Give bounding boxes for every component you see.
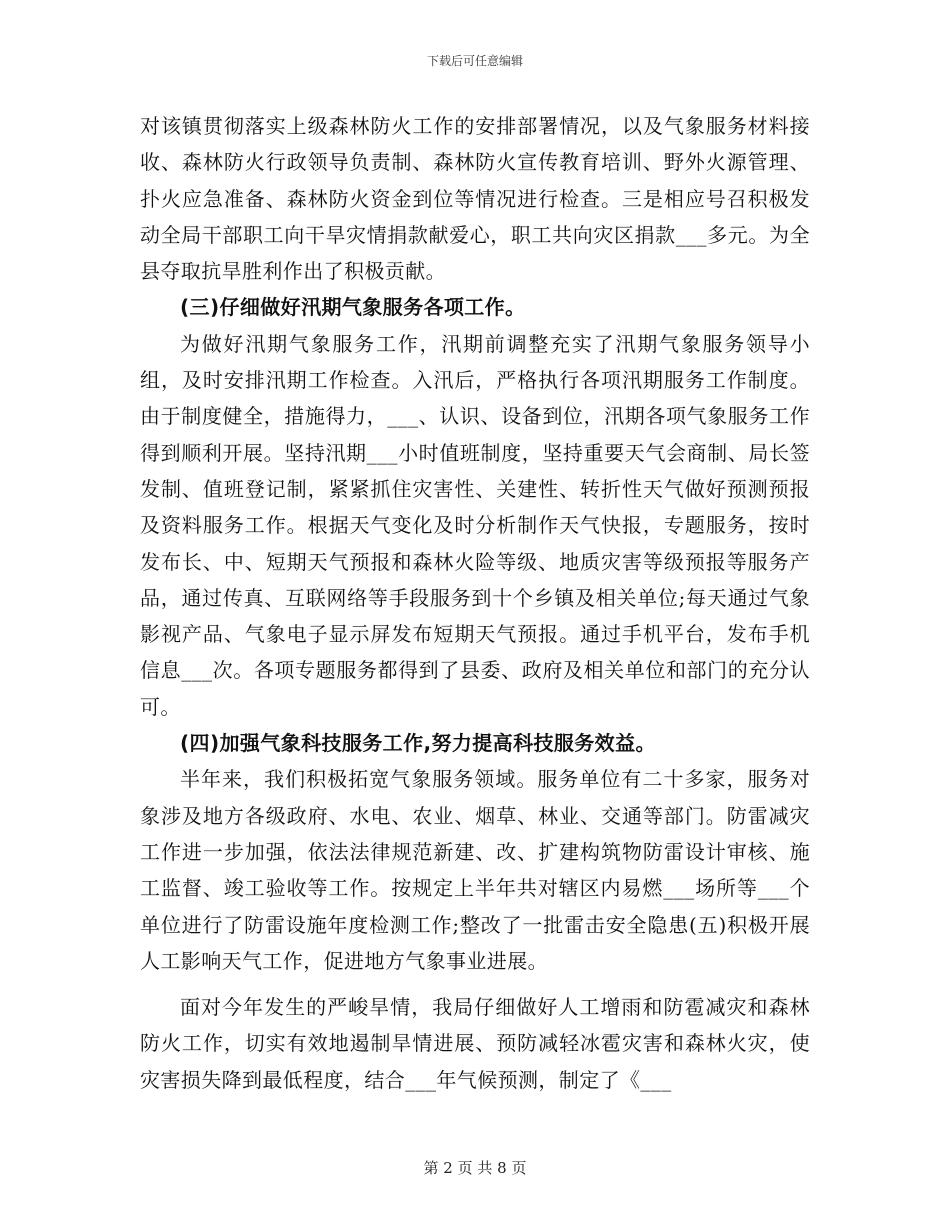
paragraph-4: 面对今年发生的严峻旱情，我局仔细做好人工增雨和防雹减灾和森林防火工作，切实有效地遏制旱情进展、预防减轻冰雹灾害和森林火灾，使灾害损失降到最低程度，结合___年气候预测，制定了《___ [140,995,810,1092]
section-heading-3: (三)仔细做好汛期气象服务各项工作。 [180,295,526,320]
paragraph-2: 为做好汛期气象服务工作，汛期前调整充实了汛期气象服务领导小组，及时安排汛期工作检查。入汛后，严格执行各项汛期服务工作制度。由于制度健全，措施得力，___、认识、设备到位，汛期各项气象服务工作得到顺利开展。坚持汛期___小时值班制度，坚持重要天气会商制、局长签发制、值班登记制，紧紧抓住灾害性、关建性、转折性天气做好预测预报及资料服务工作。根据天气变化及时分析制作天气快报，专题服务，按时发布长、中、短期天气预报和森林火险等级、地质灾害等级预报等服务产品，通过传真、互联网络等手段服务到十个乡镇及相关单位;每天通过气象影视产品、气象电子显示屏发布短期天气预报。通过手机平台，发布手机信息___次。各项专题服务都得到了县委、政府及相关单位和部门的充分认可。 [140,331,810,719]
paragraph-3: 半年来，我们积极拓宽气象服务领域。服务单位有二十多家，服务对象涉及地方各级政府、水电、农业、烟草、林业、交通等部门。防雷减灾工作进一步加强，依法法律规范新建、改、扩建构筑物防雷设计审核、施工监督、竣工验收等工作。按规定上半年共对辖区内易燃___场所等___个单位进行了防雷设施年度检测工作;整改了一批雷击安全隐患(五)积极开展人工影响天气工作，促进地方气象事业进展。 [140,767,810,973]
section-heading-4: (四)加强气象科技服务工作,努力提高科技服务效益。 [180,731,656,756]
paragraph-1: 对该镇贯彻落实上级森林防火工作的安排部署情况，以及气象服务材料接收、森林防火行政领导负责制、森林防火宣传教育培训、野外火源管理、扑火应急准备、森林防火资金到位等情况进行检查。三是相应号召积极发动全局干部职工向干旱灾情捐款献爱心，职工共向灾区捐款___多元。为全县夺取抗旱胜利作出了积极贡献。 [140,114,810,284]
document-body [140,108,810,1098]
page-header: 下载后可任意编辑 [426,54,523,68]
page-footer: 第 2 页 共 8 页 [423,1159,527,1177]
